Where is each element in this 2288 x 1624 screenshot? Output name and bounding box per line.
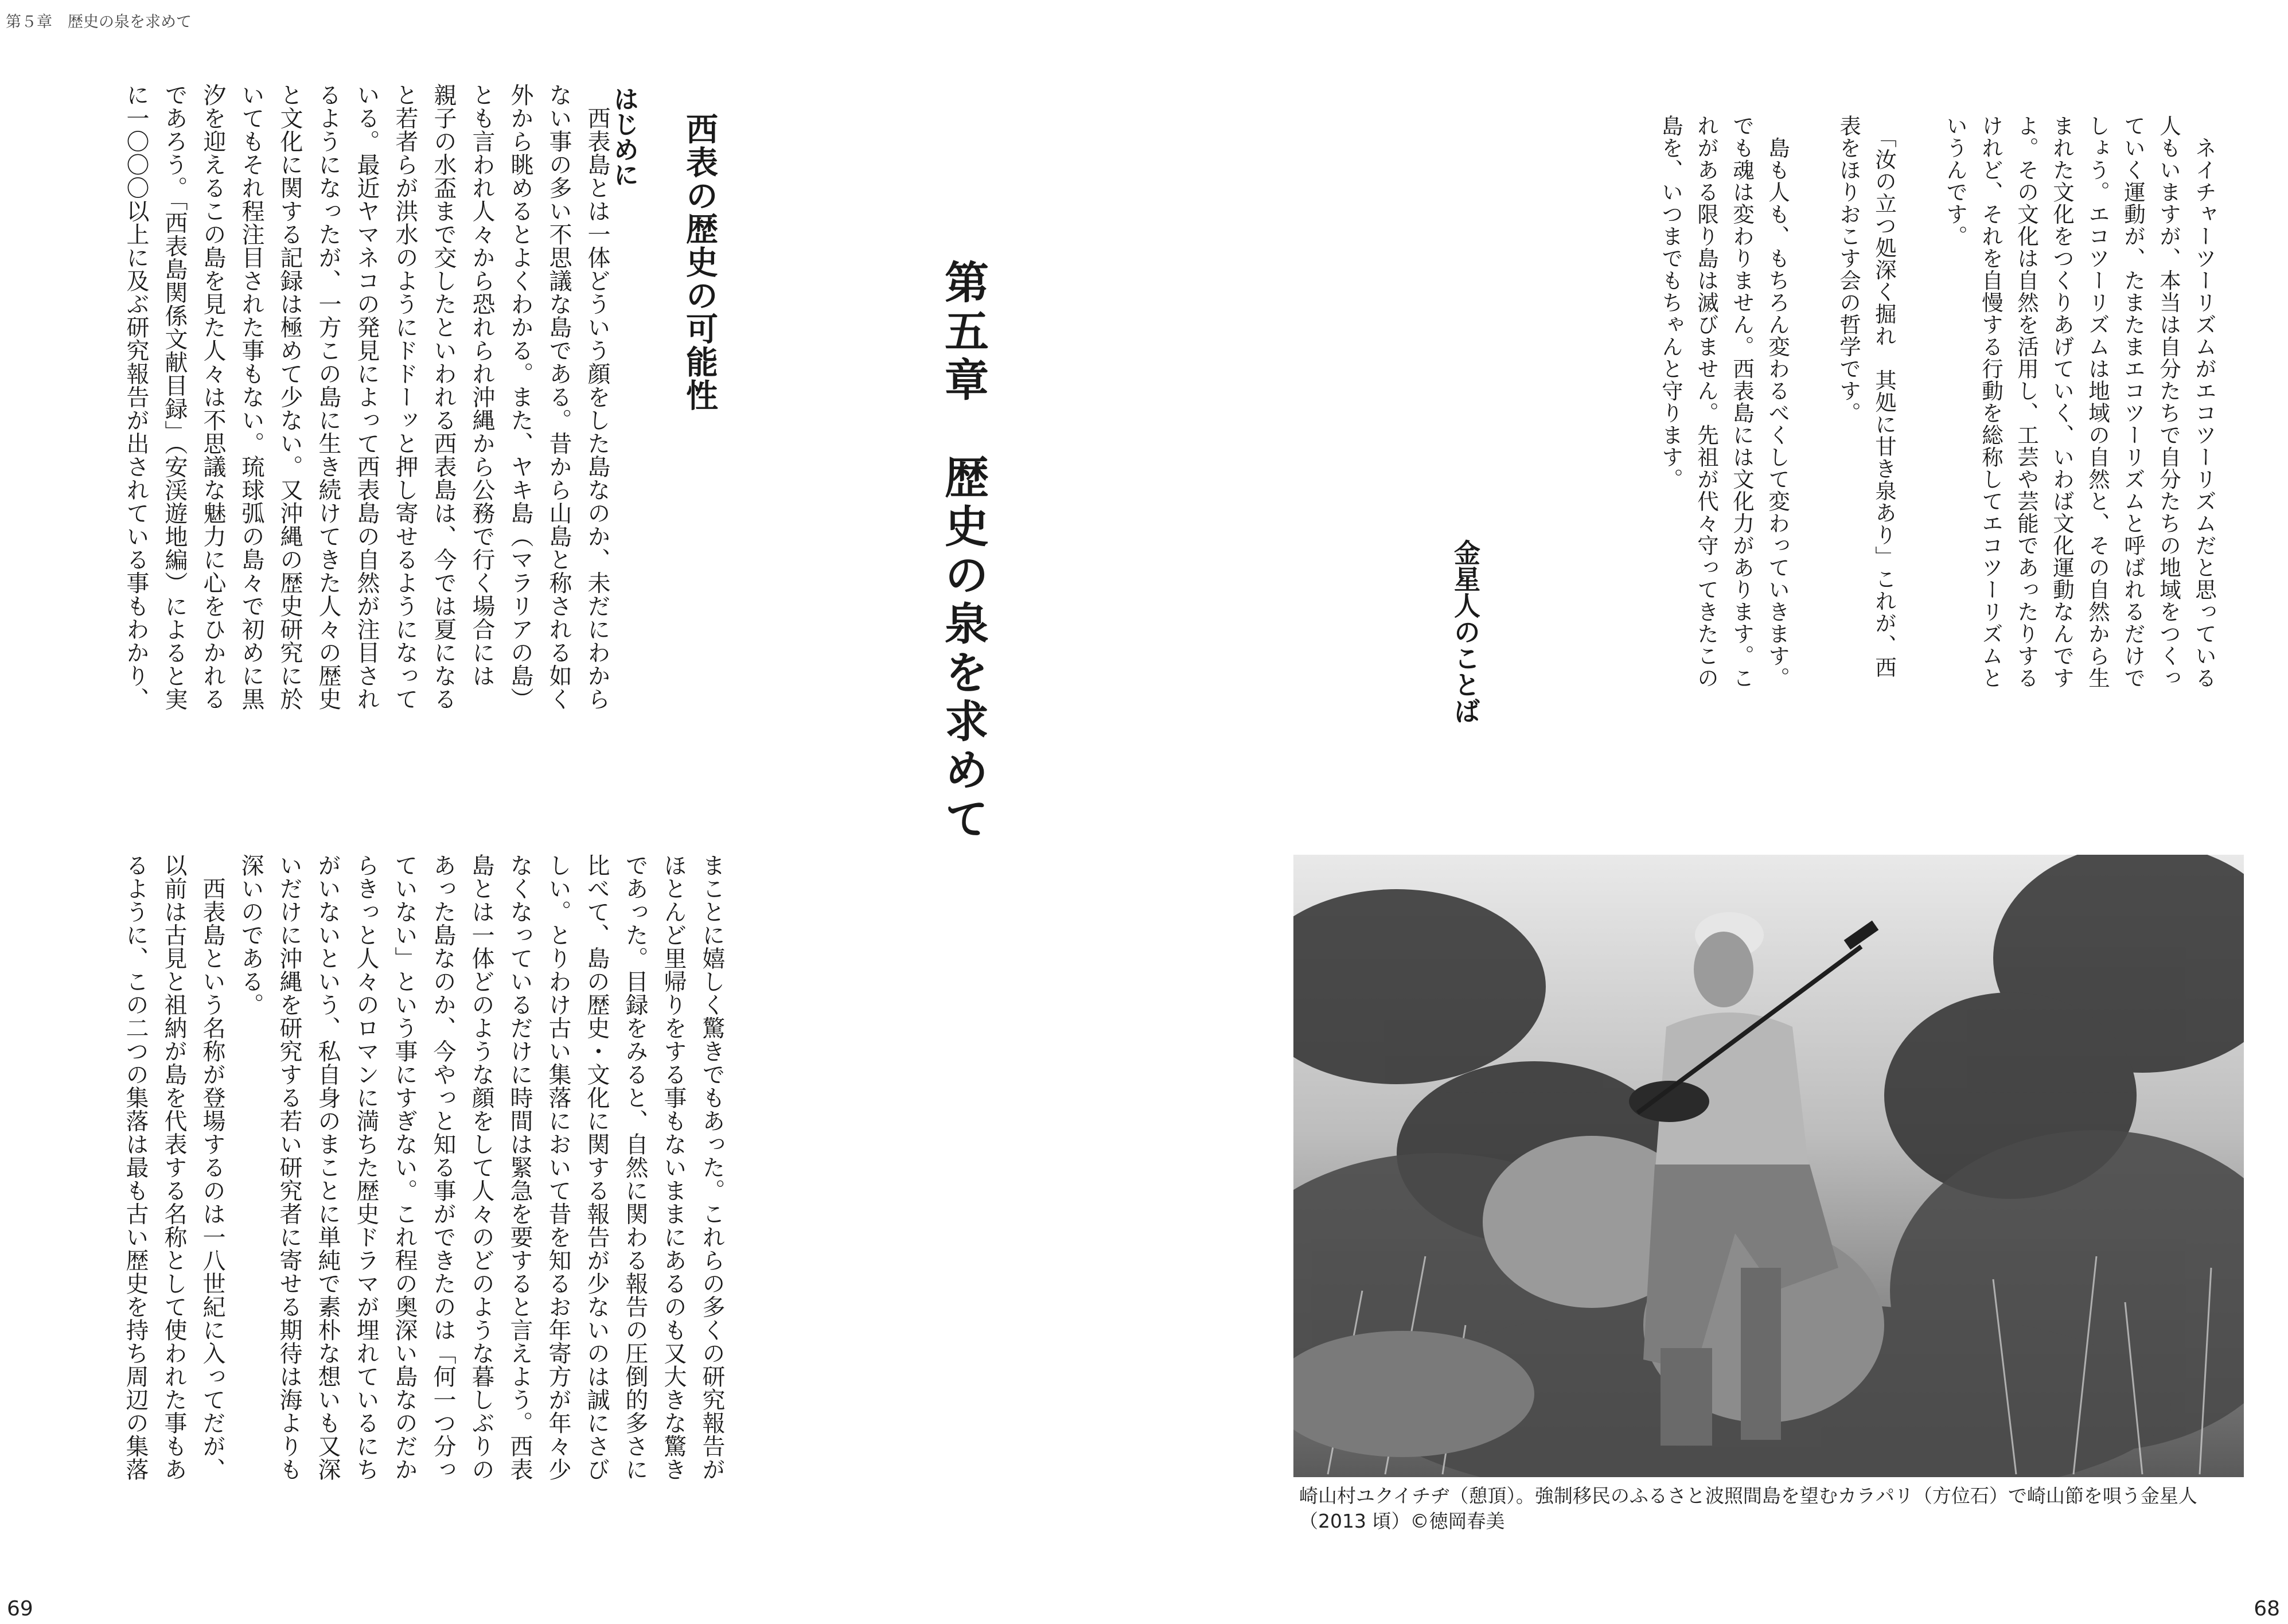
folio-left: 69 [7, 1597, 33, 1621]
body-text-lower: まことに嬉しく驚きでもあった。これらの多くの研究報告が ほとんど里帰りをする事もないままにあるのも又大きな驚き であった。目録をみると、自然に関わる報告の圧倒的多さに 比べて、島の歴史・文化に関する報告が少ないのは誠にさび しい。とりわけ古い集落において昔を知るお年寄方が年々少 なくなっているだけに時間は緊急を要すると言えよう。西表 島とは一体どのような顔をして人々のどのような暮しぶりの あった島なのか、今やっと知る事ができたのは「何一つ分っ ていない」という事にすぎない。これ程の奥深い島なのだか らきっと人々のロマンに満ちた歴史ドラマが埋れているにち がいないという、私自身のまことに単純で素朴な想いも又深 いだけに沖縄を研究する若い研究者に寄せる期待は海よりも 深いのである。 西表島という名称が登場するのは一八世紀に入ってだが、 以前は古見と祖納が島を代表する名称として使われた事もあ るように、この二つの集落は最も古い歴史を持ち周辺の集落 [122, 854, 725, 1481]
subsection-heading: はじめに [609, 86, 638, 187]
running-head: 第５章 歴史の泉を求めて [6, 13, 192, 31]
quote-text: ネイチャーツーリズムがエコツーリズムだと思っている 人もいますが、本当は自分たちで自分たちの地域をつくっ ていく運動が、たまたまエコツーリズムと呼ばれるだけで しょう。エコツーリズムは地域の自然と、その自然から生 まれた文化をつくりあげていく、いわば文化運動なんです よ。その文化は自然を活用し、工芸や芸能であったりする けれど、それを自慢する行動を総称してエコツーリズムと いうんです。 「汝の立つ処深く掘れ 其処に甘き泉あり」これが、西 表をほりおこす会の哲学です。 島も人も、もちろん変わるべくして変わっていきます。 でも魂は変わりません。西表島には文化力があります。こ れがある限り島は滅びません。先祖が代々守ってきたこの 島を、いつまでもちゃんと守ります。 [1658, 115, 2217, 689]
quote-heading: 金星人のことば [1450, 539, 1481, 724]
chapter-title: 第五章 歴史の泉を求めて [937, 259, 989, 844]
photo-musician-with-sanshin [1293, 855, 2244, 1477]
photo-caption: 崎山村ユクイチヂ（憩頂）。強制移民のふるさと波照間島を望むカラパリ（方位石）で崎山節を唄う金星人 （2013 頃）©徳岡春美 [1299, 1485, 2197, 1532]
section-title: 西表の歴史の可能性 [681, 112, 718, 412]
folio-right: 68 [2254, 1597, 2280, 1621]
body-text-upper: 西表島とは一体どういう顔をした島なのか、未だにわから ない事の多い不思議な島である。昔から山島と称される如く 外から眺めるとよくわかる。また、ヤキ島（マラリアの島） とも言われ人々から恐れられ沖縄から公務で行く場合には 親子の水盃まで交したといわれる西表島は、今では夏になる と若者らが洪水のようにドドーッと押し寄せるようになって いる。最近ヤマネコの発見によって西表島の自然が注目され るようになったが、一方この島に生き続けてきた人々の歴史 と文化に関する記録は極めて少ない。又沖縄の歴史研究に於 いてもそれ程注目された事もない。琉球弧の島々で初めに黒 汐を迎えるこの島を見た人々は不思議な魅力に心をひかれる であろう。「西表島関係文献目録」（安渓遊地編）によると実 に一〇〇〇以上に及ぶ研究報告が出されている事もわかり、 [123, 83, 610, 711]
photo [1293, 855, 2244, 1477]
